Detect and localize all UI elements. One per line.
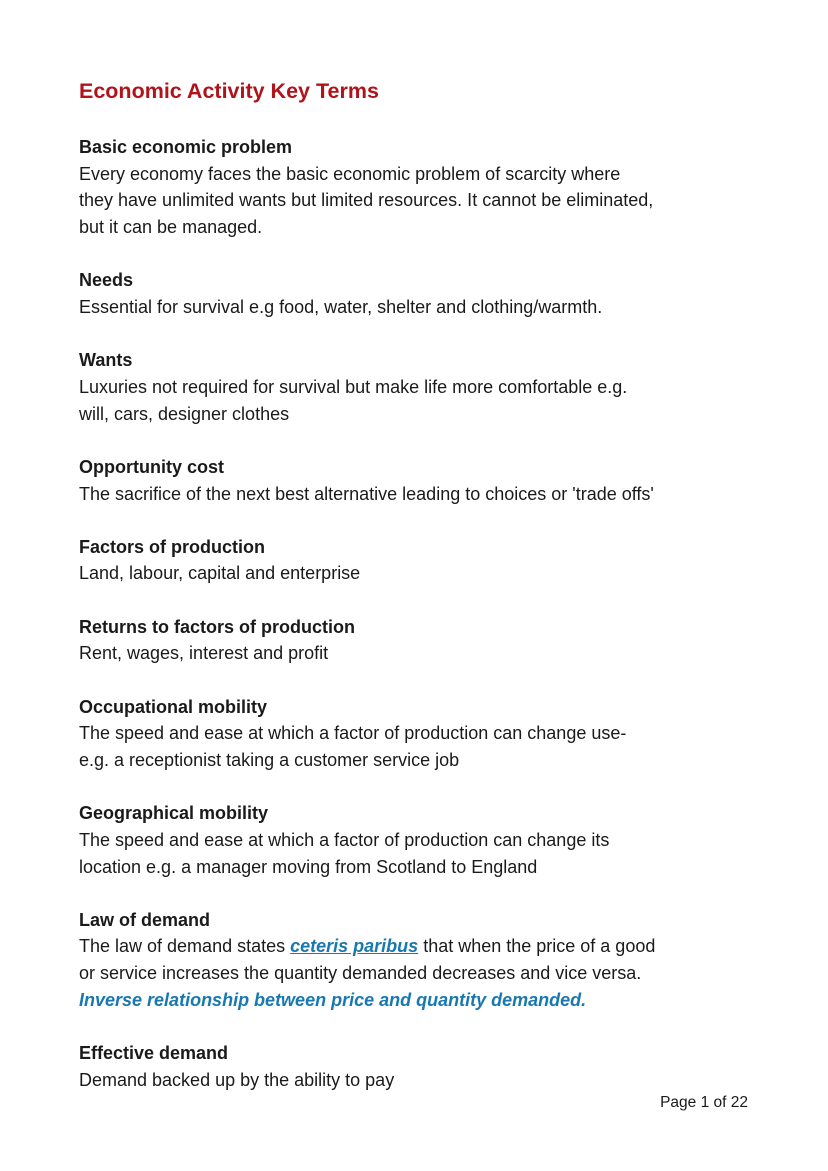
term-title: Occupational mobility bbox=[79, 696, 268, 717]
definition-line: The sacrifice of the next best alternative leading to choices or 'trade offs' bbox=[79, 483, 654, 504]
term-definition bbox=[79, 374, 759, 427]
definition-line: or service increases the quantity demanded decreases and vice versa. bbox=[79, 963, 642, 984]
definition-line: location e.g. a manager moving from Scotland to England bbox=[79, 856, 538, 877]
ceteris-paribus-link[interactable]: ceteris paribus bbox=[290, 936, 419, 957]
term-basic-economic-problem bbox=[79, 134, 759, 241]
term-factors-of-production bbox=[79, 534, 759, 587]
term-law-of-demand bbox=[79, 907, 759, 1014]
definition-line bbox=[79, 933, 759, 960]
definition-emphasis: Inverse relationship between price and quantity demanded. bbox=[79, 989, 587, 1010]
term-title: Basic economic problem bbox=[79, 137, 293, 157]
term-definition bbox=[79, 720, 759, 773]
definition-line: Demand backed up by the ability to pay bbox=[79, 1069, 395, 1090]
term-title: Effective demand bbox=[79, 1043, 229, 1064]
term-title: Geographical mobility bbox=[79, 803, 269, 824]
definition-line: Essential for survival e.g food, water, shelter and clothing/warmth. bbox=[79, 297, 603, 318]
document-title: Economic Activity Key Terms bbox=[79, 79, 379, 103]
term-definition bbox=[79, 827, 759, 880]
page-number: Page 1 of 22 bbox=[660, 1094, 748, 1111]
document-page bbox=[79, 78, 759, 1120]
definition-line: Rent, wages, interest and profit bbox=[79, 643, 329, 664]
definition-line: e.g. a receptionist taking a customer service job bbox=[79, 749, 460, 770]
term-wants bbox=[79, 347, 759, 427]
definition-line: will, cars, designer clothes bbox=[79, 403, 290, 424]
term-title: Returns to factors of production bbox=[79, 616, 355, 637]
definition-line: Land, labour, capital and enterprise bbox=[79, 563, 361, 584]
term-occupational-mobility bbox=[79, 694, 759, 774]
term-opportunity-cost bbox=[79, 454, 759, 507]
term-title: Needs bbox=[79, 270, 134, 291]
term-title: Wants bbox=[79, 350, 133, 371]
term-needs bbox=[79, 267, 759, 320]
term-definition bbox=[79, 933, 759, 1013]
definition-text: that when the price of a good bbox=[418, 936, 656, 957]
term-title: Factors of production bbox=[79, 536, 265, 557]
term-geographical-mobility bbox=[79, 800, 759, 880]
term-title: Opportunity cost bbox=[79, 456, 224, 477]
definition-line: Luxuries not required for survival but make life more comfortable e.g. bbox=[79, 376, 628, 397]
definition-line: The speed and ease at which a factor of production can change use- bbox=[79, 723, 627, 744]
definition-line: they have unlimited wants but limited resources. It cannot be eliminated, bbox=[79, 190, 654, 211]
definition-line: The speed and ease at which a factor of production can change its bbox=[79, 829, 610, 850]
term-definition bbox=[79, 161, 759, 241]
term-definition bbox=[79, 481, 759, 508]
term-definition bbox=[79, 1067, 759, 1094]
term-definition bbox=[79, 294, 759, 321]
term-returns-to-factors bbox=[79, 614, 759, 667]
definition-line: but it can be managed. bbox=[79, 217, 263, 238]
definition-line: Every economy faces the basic economic problem of scarcity where bbox=[79, 163, 621, 184]
term-title: Law of demand bbox=[79, 909, 211, 930]
term-definition bbox=[79, 640, 759, 667]
term-definition bbox=[79, 560, 759, 587]
term-effective-demand bbox=[79, 1040, 759, 1093]
definition-text: The law of demand states bbox=[79, 936, 291, 957]
